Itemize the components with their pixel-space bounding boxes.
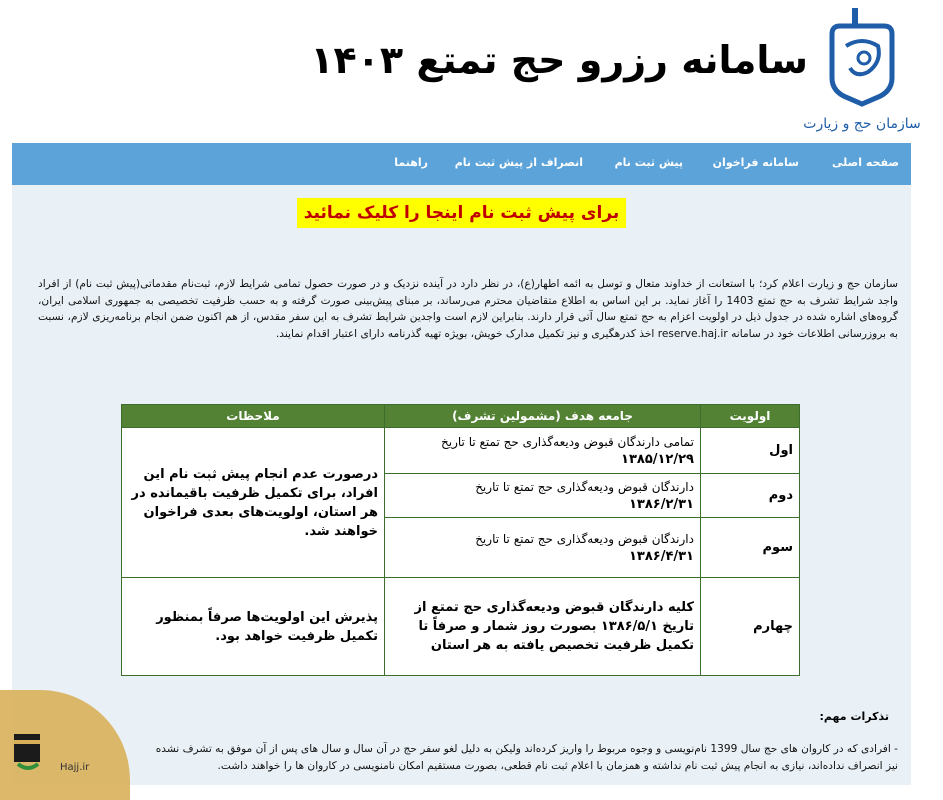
target-date: ۱۳۸۶/۲/۳۱ (628, 496, 694, 512)
pre-registration-link[interactable]: برای پیش ثبت نام اینجا را کلیک نمائید (297, 198, 626, 228)
intro-text: سازمان حج و زیارت اعلام کرد؛ با استعانت از خداوند متعال و توسل به ائمه اطهار(ع)، در نظر دارد در آینده نزدیک و در صورت حصول تمامی شرایط لازم، ثبت‌نام مقدماتی(پیش ثبت نام) از افراد واجد شرایط تشرف به حج تمتع 1403 را آغاز نماید. بر این اساس به اطلاع متقاضیان محترم می‌رساند، بر مبنای پیش‌بینی صورت گرفته و به حسب ظرفیت تخصیصی به جمهوری اسلامی ایران، گروه‌های اشاره شده در جدول ذیل در اولویت اعزام به حج تمتع سال آتی قرار دارند. بنابراین لازم است واجدین شرایط تشرف به این سفر مقدس، از هم اکنون ضمن انجام برنامه‌ریزی لازم، نسبت به بروزرسانی اطلاعات خود در سامانه reserve.haj.ir اخذ کدرهگیری و نیز تکمیل مدارک خویش، بویژه تهیه گذرنامه دارای اعتبار اقدام نمایند. (38, 278, 898, 340)
target-date: ۱۳۸۵/۱۲/۲۹ (621, 451, 694, 467)
watermark-text: Hajj.ir (60, 762, 90, 773)
main-nav (12, 143, 911, 185)
page-header (0, 0, 943, 142)
hajj-organization-logo[interactable] (803, 6, 921, 136)
target-cell (385, 518, 701, 578)
target-text: دارندگان قبوض ودیعه‌گذاری حج تمتع تا تاریخ (475, 531, 694, 546)
header-target: جامعه هدف (مشمولین تشرف) (385, 405, 701, 428)
header-priority: اولویت (701, 405, 800, 428)
priority-cell: دوم (701, 474, 800, 518)
note-line: - افرادی که در کاروان های حج سال 1399 نام‌نویسی و وجوه مربوط را واریز کرده‌اند ولیکن به دلیل لغو سفر حج در آن سال و سال های پس از آن موفق به تشرف نشده (155, 743, 898, 755)
page-title: سامانه رزرو حج تمتع ۱۴۰۳ (310, 38, 808, 82)
nav-home[interactable]: صفحه اصلی (832, 156, 899, 169)
priority-cell: سوم (701, 518, 800, 578)
nav-call-system[interactable]: سامانه فراخوان (712, 156, 799, 169)
logo-caption: سازمان حج و زیارت (803, 116, 921, 132)
priority-cell: اول (701, 428, 800, 474)
nav-guide[interactable]: راهنما (394, 156, 428, 169)
hajj-ir-logo (8, 726, 48, 772)
header-notes: ملاحظات (122, 405, 385, 428)
target-cell: کلیه دارندگان قبوض ودیعه‌گذاری حج تمتع از تاریخ ۱۳۸۶/۵/۱ بصورت روز شمار و صرفاً تا تکمیل ظرفیت تخصیص یافته به هر استان (385, 578, 701, 676)
nav-cancel-pre-registration[interactable]: انصراف از پیش ثبت نام (454, 156, 583, 169)
target-text: دارندگان قبوض ودیعه‌گذاری حج تمتع تا تاریخ (475, 479, 694, 494)
notes-body (0, 741, 898, 774)
priority-table (121, 404, 800, 676)
nav-pre-registration[interactable]: پیش ثبت نام (614, 156, 683, 169)
target-cell (385, 474, 701, 518)
notes-cell: پذیرش این اولویت‌ها صرفاً بمنظور تکمیل ظرفیت خواهد بود. (122, 578, 385, 676)
notes-title: تذکرات مهم: (819, 710, 889, 723)
target-cell (385, 428, 701, 474)
table-row (122, 428, 800, 474)
priority-cell: چهارم (701, 578, 800, 676)
target-text: تمامی دارندگان قبوض ودیعه‌گذاری حج تمتع تا تاریخ (441, 434, 694, 449)
notes-cell: درصورت عدم انجام پیش ثبت نام این افراد، برای تکمیل ظرفیت باقیمانده در هر استان، اولویت‌های بعدی فراخوان خواهند شد. (122, 428, 385, 578)
note-line: نیز انصراف نداده‌اند، نیازی به انجام پیش ثبت نام نداشته و همزمان با اعلام ثبت نام قطعی، بصورت مستقیم امکان نامنویسی در کاروان ها را خواهند داشت. (217, 759, 898, 772)
target-date: ۱۳۸۶/۴/۳۱ (628, 548, 694, 564)
table-row (122, 578, 800, 676)
table-header-row (122, 405, 800, 428)
